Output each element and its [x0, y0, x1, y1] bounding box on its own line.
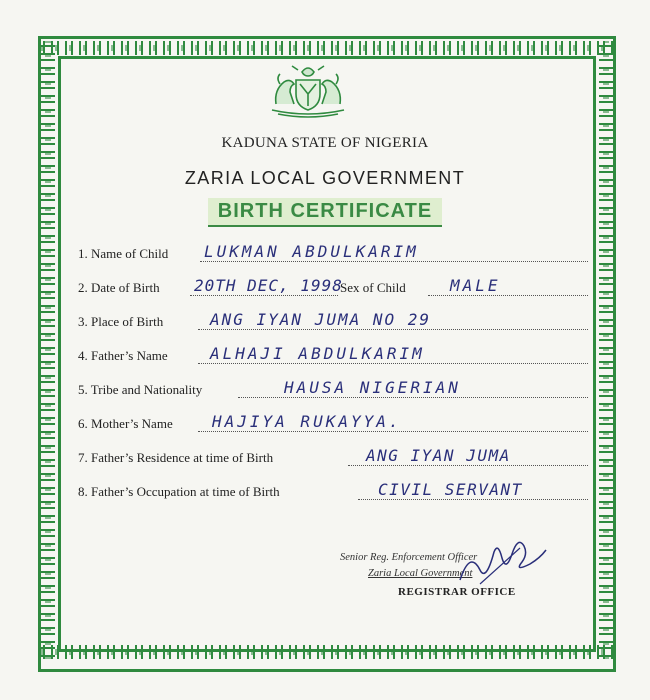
value-fathers-name: ALHAJI ABDULKARIM [210, 344, 425, 363]
signature-block [330, 540, 590, 610]
label-fathers-name: 4. Father’s Name [78, 348, 168, 363]
value-mothers-name: HAJIYA RUKAYYA. [212, 412, 402, 431]
registrar-office: REGISTRAR OFFICE [398, 586, 516, 598]
signatory-authority: Zaria Local Government [368, 568, 473, 579]
chain-border-bottom [41, 645, 613, 659]
local-government-heading: ZARIA LOCAL GOVERNMENT [184, 168, 466, 188]
label-tribe-nationality: 5. Tribe and Nationality [78, 382, 203, 397]
value-tribe-nationality: HAUSA NIGERIAN [284, 378, 461, 397]
value-sex-of-child: MALE [450, 276, 501, 295]
certificate-title [0, 198, 650, 227]
field-date-of-birth [78, 272, 588, 300]
field-fathers-name [78, 340, 588, 368]
label-fathers-occupation: 8. Father’s Occupation at time of Birth [78, 484, 280, 499]
label-mothers-name: 6. Mother’s Name [78, 416, 173, 431]
label-sex-of-child: Sex of Child [340, 280, 406, 295]
value-date-of-birth: 20TH DEC, 1998 [194, 276, 343, 295]
field-mothers-name [78, 408, 588, 436]
field-place-of-birth [78, 306, 588, 334]
field-fathers-occupation [78, 476, 588, 504]
field-name-of-child [78, 238, 588, 266]
state-heading: KADUNA STATE OF NIGERIA [221, 135, 429, 151]
label-place-of-birth: 3. Place of Birth [78, 314, 164, 329]
chain-border-left [41, 41, 55, 659]
chain-border-right [599, 41, 613, 659]
value-fathers-occupation: CIVIL SERVANT [378, 480, 523, 499]
value-place-of-birth: ANG IYAN JUMA NO 29 [210, 310, 432, 329]
value-fathers-residence: ANG IYAN JUMA [366, 446, 511, 465]
certificate-title-text: BIRTH CERTIFICATE [208, 198, 442, 227]
label-date-of-birth: 2. Date of Birth [78, 280, 160, 295]
field-tribe-nationality [78, 374, 588, 402]
field-fathers-residence [78, 442, 588, 470]
handwritten-signature [450, 540, 550, 590]
coat-of-arms-icon [262, 62, 354, 122]
label-name-of-child: 1. Name of Child [78, 246, 169, 261]
signatory-title: Senior Reg. Enforcement Officer [340, 552, 478, 563]
chain-border-top [41, 41, 613, 55]
label-fathers-residence: 7. Father’s Residence at time of Birth [78, 450, 274, 465]
value-name-of-child: LUKMAN ABDULKARIM [204, 242, 419, 261]
